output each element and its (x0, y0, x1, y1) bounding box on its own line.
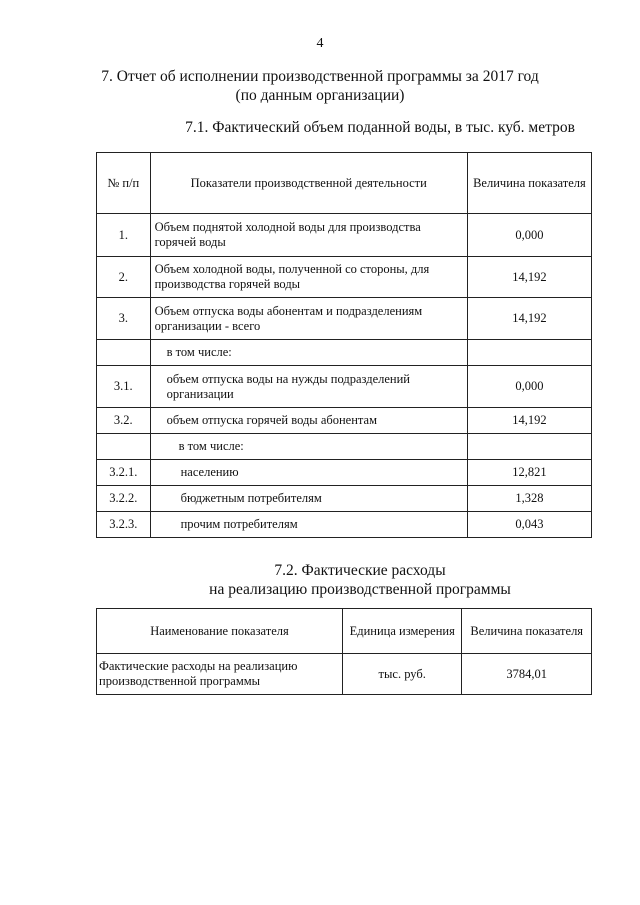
table-header-row (97, 153, 592, 214)
table-row (97, 654, 592, 695)
header-value: Величина показателя (462, 609, 592, 654)
row-num: 3.2.1. (97, 460, 151, 486)
section-7-2-title-line1: 7.2. Фактические расходы (274, 562, 446, 579)
row-num: 2. (97, 257, 151, 298)
header-num: № п/п (97, 153, 151, 214)
table-row (97, 408, 592, 434)
row-label: Объем поднятой холодной воды для производства горячей воды (150, 214, 467, 257)
row-num (97, 434, 151, 460)
section-7-title-line2: (по данным организации) (235, 87, 405, 104)
table-row (97, 214, 592, 257)
row-value: 0,043 (467, 512, 591, 538)
table-row (97, 298, 592, 340)
header-value: Величина показателя (467, 153, 591, 214)
row-num (97, 340, 151, 366)
row-value: 0,000 (467, 366, 591, 408)
header-unit: Единица измерения (342, 609, 461, 654)
table-row (97, 366, 592, 408)
row-num: 1. (97, 214, 151, 257)
page-number: 4 (316, 36, 324, 51)
row-label: прочим потребителям (150, 512, 467, 538)
table-row (97, 434, 592, 460)
row-label: объем отпуска воды на нужды подразделений организации (150, 366, 467, 408)
table-row (97, 486, 592, 512)
row-value (467, 434, 591, 460)
row-value: 1,328 (467, 486, 591, 512)
row-value: 0,000 (467, 214, 591, 257)
row-unit: тыс. руб. (342, 654, 461, 695)
table-row (97, 460, 592, 486)
row-value: 3784,01 (462, 654, 592, 695)
row-label: в том числе: (150, 340, 467, 366)
section-7-2-title-line2: на реализацию производственной программы (209, 581, 511, 598)
header-indicator: Показатели производственной деятельности (150, 153, 467, 214)
row-num: 3.2. (97, 408, 151, 434)
row-num: 3. (97, 298, 151, 340)
row-label: Объем холодной воды, полученной со стороны, для производства горячей воды (150, 257, 467, 298)
row-num: 3.2.2. (97, 486, 151, 512)
row-value (467, 340, 591, 366)
section-7-1-title: 7.1. Фактический объем поданной воды, в тыс. куб. метров (185, 119, 575, 136)
header-indicator-name: Наименование показателя (97, 609, 343, 654)
row-label: бюджетным потребителям (150, 486, 467, 512)
row-num: 3.1. (97, 366, 151, 408)
water-volume-table (96, 152, 592, 538)
table-row (97, 257, 592, 298)
row-label: объем отпуска горячей воды абонентам (150, 408, 467, 434)
row-label: Фактические расходы на реализацию производственной программы (97, 654, 343, 695)
row-value: 14,192 (467, 257, 591, 298)
section-7-title-line1: 7. Отчет об исполнении производственной программы за 2017 год (101, 68, 539, 85)
expenses-table (96, 608, 592, 695)
table-row (97, 512, 592, 538)
row-value: 14,192 (467, 408, 591, 434)
section-7-2-title (80, 561, 640, 599)
row-label: в том числе: (150, 434, 467, 460)
row-value: 12,821 (467, 460, 591, 486)
section-7-title (95, 67, 545, 105)
table-header-row (97, 609, 592, 654)
row-num: 3.2.3. (97, 512, 151, 538)
row-label: населению (150, 460, 467, 486)
row-value: 14,192 (467, 298, 591, 340)
row-label: Объем отпуска воды абонентам и подразделениям организации - всего (150, 298, 467, 340)
table-row (97, 340, 592, 366)
